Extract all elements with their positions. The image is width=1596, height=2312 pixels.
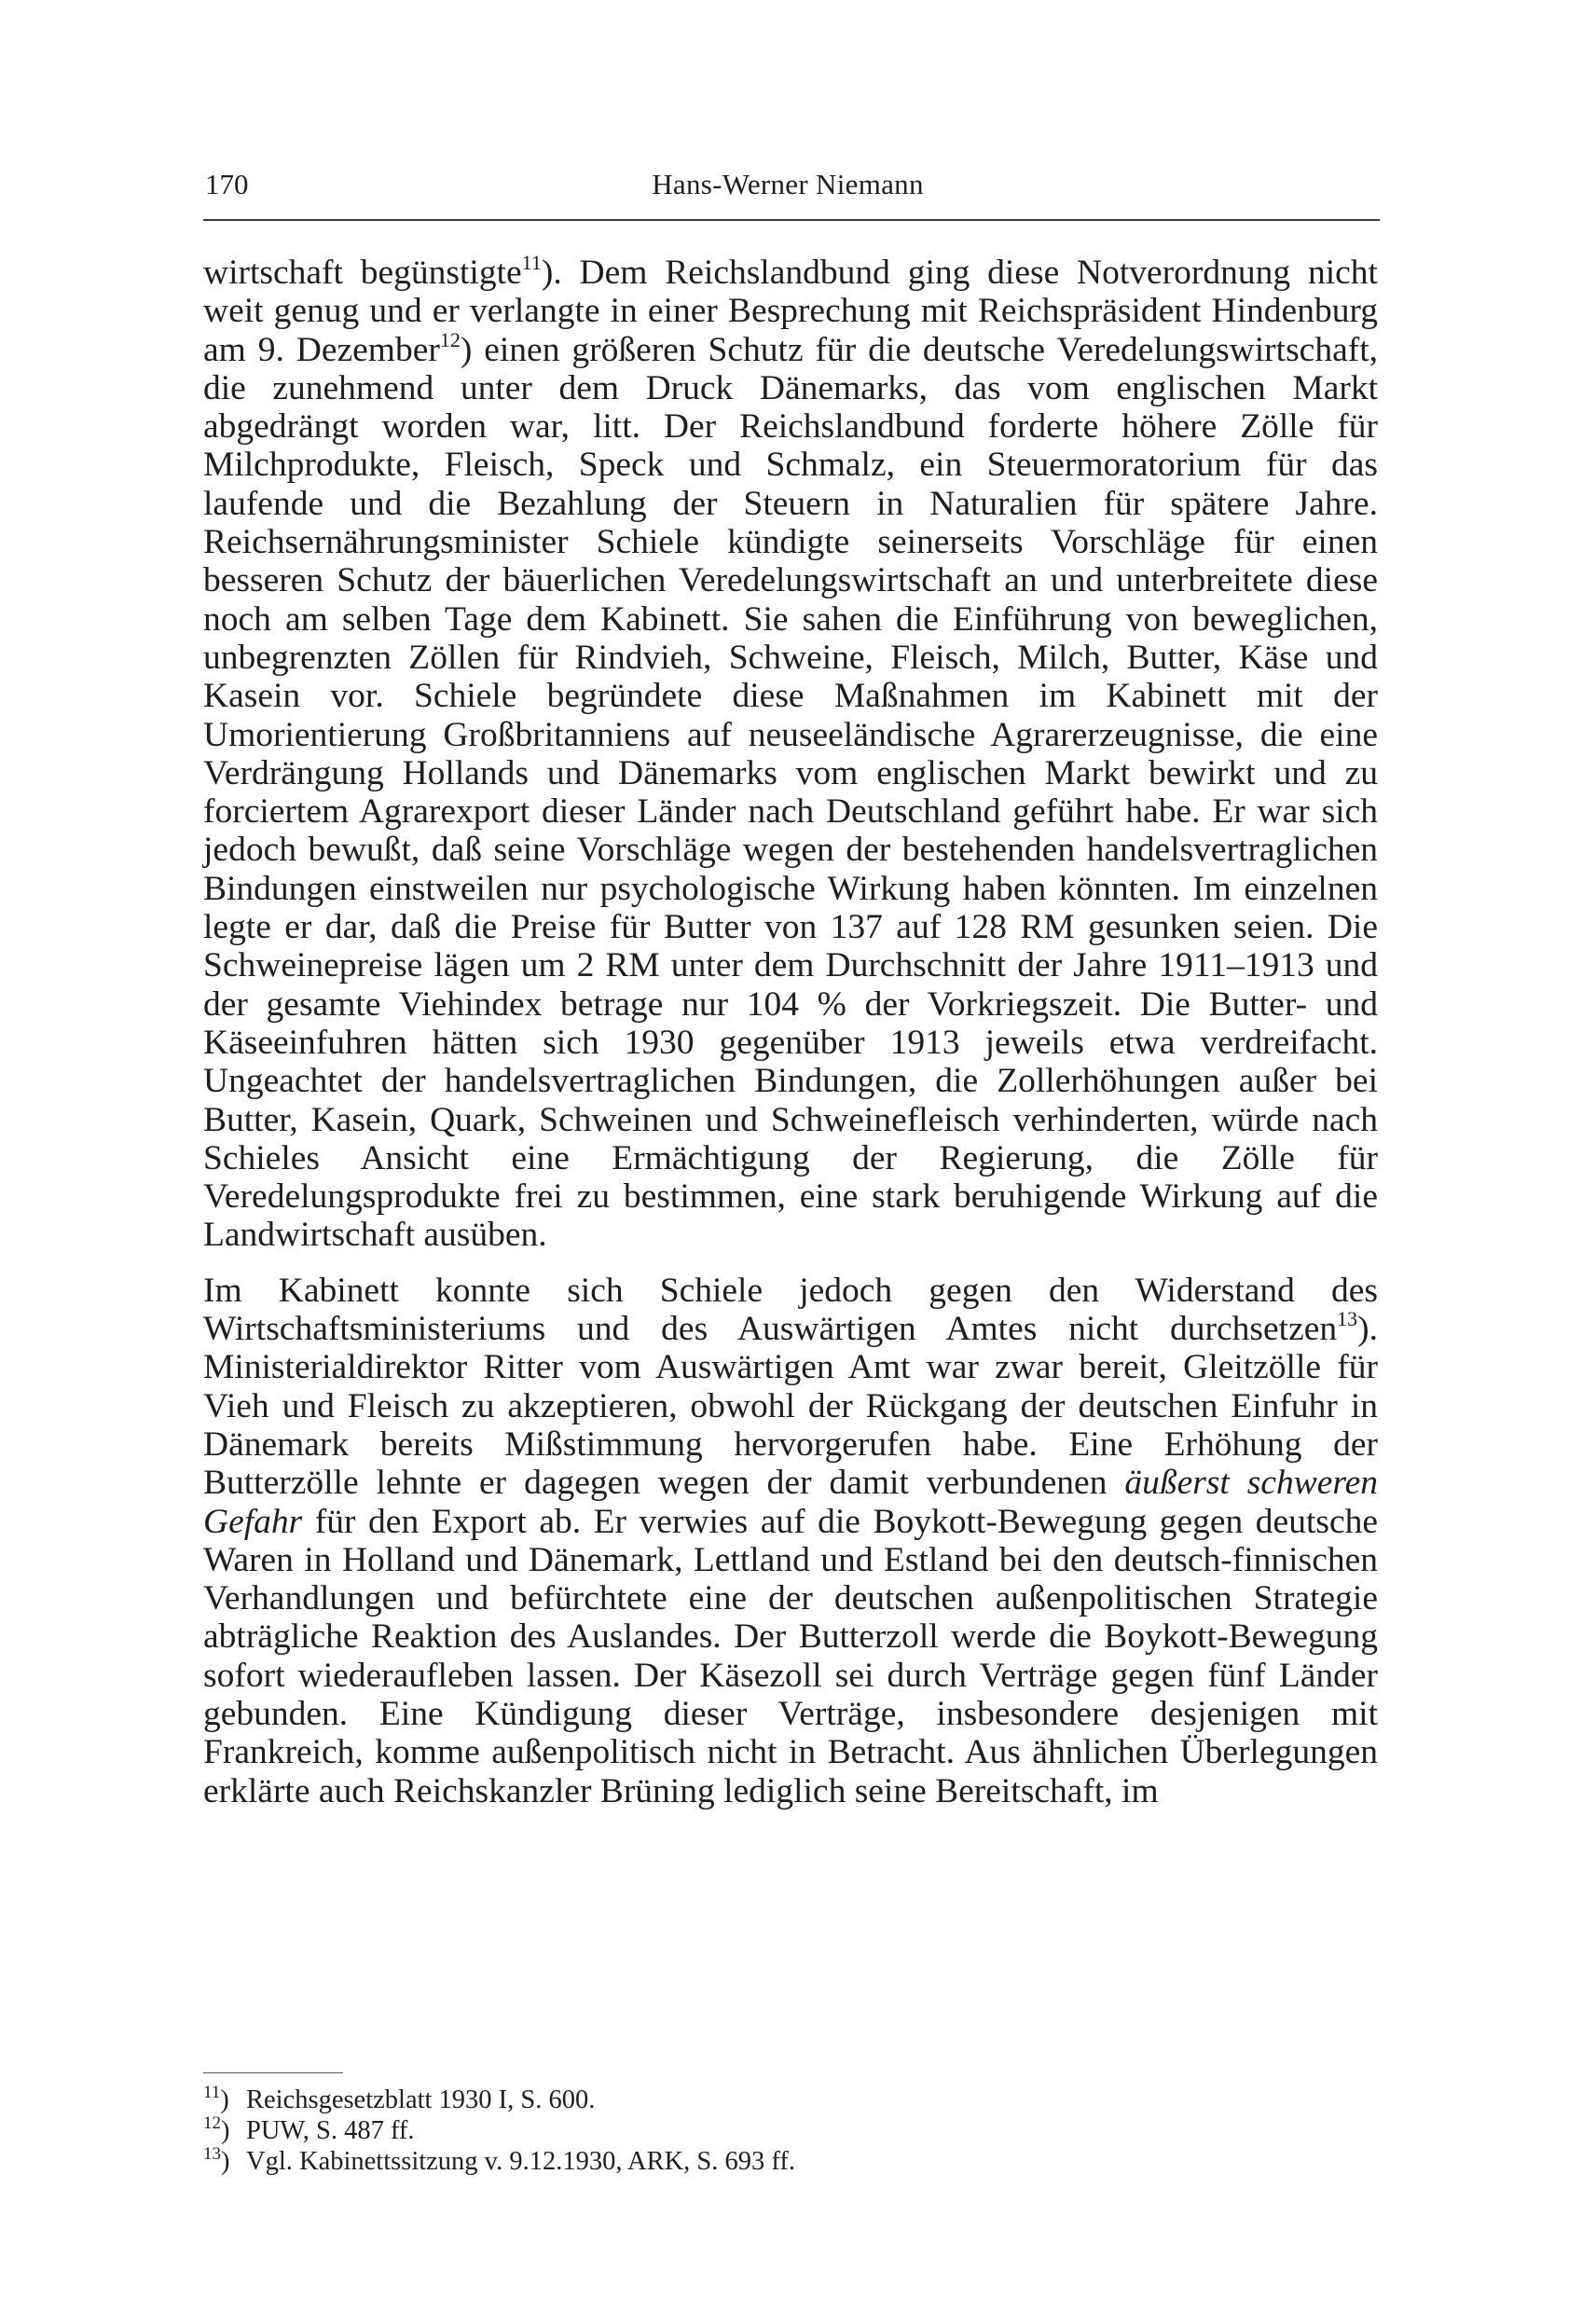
footnote-text: PUW, S. 487 ff. xyxy=(246,2116,415,2145)
book-page xyxy=(196,0,1380,2312)
p1-text-1: wirtschaft begünstigte xyxy=(203,254,522,292)
p1-text-3: ) einen größeren Schutz für die deutsche Veredelungswirtschaft, die zunehmend unter dem Druck Dänemarks, das vom englischen Markt abgedrängt worden war, litt. Der Reichslandbund forderte höhere Zölle für Milchprodukte, Fleisch, Speck und Schmalz, ein Steuermoratorium für das laufende und die Bezahlung der Steuern in Naturalien für spätere Jahre. Reichsernährungsminister Schiele kündigte seinerseits Vorschläge für einen besseren Schutz der bäuerlichen Veredelungswirtschaft an und unterbreitete diese noch am selben Tage dem Kabinett. Sie sahen die Einführung von beweglichen, unbegrenzten Zöllen für Rindvieh, Schweine, Fleisch, Milch, Butter, Käse und Kasein vor. Schiele begründete diese Maßnahmen im Kabinett mit der Umorientierung Großbritanniens auf neuseeländische Agrarerzeugnisse, die eine Verdrängung Hollands und Dänemarks vom englischen Markt bewirkt und zu forciertem Agrarexport dieser Länder nach Deutschland geführt habe. Er war sich jedoch bewußt, daß seine Vorschläge wegen der bestehenden handelsvertraglichen Bindungen einstweilen nur psychologische Wirkung haben könnten. Im einzelnen legte er dar, daß die Preise für Butter von 137 auf 128 RM gesunken seien. Die Schweinepreise lägen um 2 RM unter dem Durchschnitt der Jahre 1911–1913 und der gesamte Viehindex betrage nur 104 % der Vorkriegszeit. Die Butter- und Käseeinfuhren hätten sich 1930 gegenüber 1913 jeweils etwa verdreifacht. Ungeachtet der handelsvertraglichen Bindungen, die Zollerhöhungen außer bei Butter, Kasein, Quark, Schweinen und Schweinefleisch verhinderten, würde nach Schieles Ansicht eine Ermächtigung der Regierung, die Zölle für Veredelungsprodukte frei zu bestimmen, eine stark beruhigende Wirkung auf die Landwirtschaft ausüben. xyxy=(203,330,1378,1255)
footnote-item: $^{13}$) Vgl. Kabinettssitzung v. 9.12.1930, ARK, S. 693 ff. xyxy=(203,2144,795,2176)
footnote-rule xyxy=(203,2072,343,2073)
footnote-number: 11 xyxy=(203,2083,221,2102)
footnote-ref-11: 11 xyxy=(521,251,542,274)
footnotes xyxy=(203,2085,1378,2177)
footnote-ref-13: 13 xyxy=(1337,1307,1358,1331)
page-header xyxy=(196,168,1380,214)
page-number: 170 xyxy=(205,168,249,200)
p2-text-2: ). Ministerialdirektor Ritter vom Auswärtigen Amt war zwar bereit, Gleitzölle für Vieh und Fleisch zu akzeptieren, obwohl der Rückgang der deutschen Einfuhr in Dänemark bereits Mißstimmung hervorgerufen habe. Eine Erhöhung der Butterzölle lehnte er dagegen wegen der damit verbundenen xyxy=(203,1310,1378,1503)
p2-text-1: Im Kabinett konnte sich Schiele jedoch gegen den Widerstand des Wirtschaftsministeriums und des Auswärtigen Amtes nicht durchsetzen xyxy=(203,1271,1378,1349)
p2-text-3: für den Export ab. Er verwies auf die Boykott-Bewegung gegen deutsche Waren in Holland und Dänemark, Lettland und Estland bei den deutsch-finnischen Verhandlungen und befürchtete eine der deutschen außenpolitischen Strategie abträgliche Reaktion des Auslandes. Der Butterzoll werde die Boykott-Bewegung sofort wiederaufleben lassen. Der Käsezoll sei durch Verträge gegen fünf Länder gebunden. Eine Kündigung dieser Verträge, insbesondere desjenigen mit Frankreich, komme außenpolitisch nicht in Betracht. Aus ähnlichen Überlegungen erklärte auch Reichskanzler Brüning lediglich seine Bereitschaft, im xyxy=(203,1502,1378,1810)
footnote-item: $^{11}$) Reichsgesetzblatt 1930 I, S. 600. xyxy=(203,2083,596,2114)
running-head-author: Hans-Werner Niemann xyxy=(652,168,924,200)
paragraph-1 xyxy=(203,251,1378,1255)
footnote-text: Vgl. Kabinettssitzung v. 9.12.1930, ARK, S. 693 ff. xyxy=(246,2147,795,2176)
paragraph-2 xyxy=(203,1272,1378,1810)
footnote-number: 12 xyxy=(203,2113,221,2133)
footnote-text: Reichsgesetzblatt 1930 I, S. 600. xyxy=(246,2085,596,2114)
footnote-ref-12: 12 xyxy=(439,327,461,351)
footnote-item: $^{12}$) PUW, S. 487 ff. xyxy=(203,2113,415,2145)
header-rule xyxy=(203,219,1380,221)
main-text xyxy=(203,251,1378,1810)
p1-text-2: ). Dem Reichslandbund ging diese Notverordnung nicht weit genug und er verlangte in einer Besprechung mit Reichspräsident Hindenburg am 9. Dezember xyxy=(203,254,1378,369)
footnote-number: 13 xyxy=(203,2144,221,2164)
p2-italic-quote: äußerst schweren Gefahr xyxy=(203,1464,1378,1541)
